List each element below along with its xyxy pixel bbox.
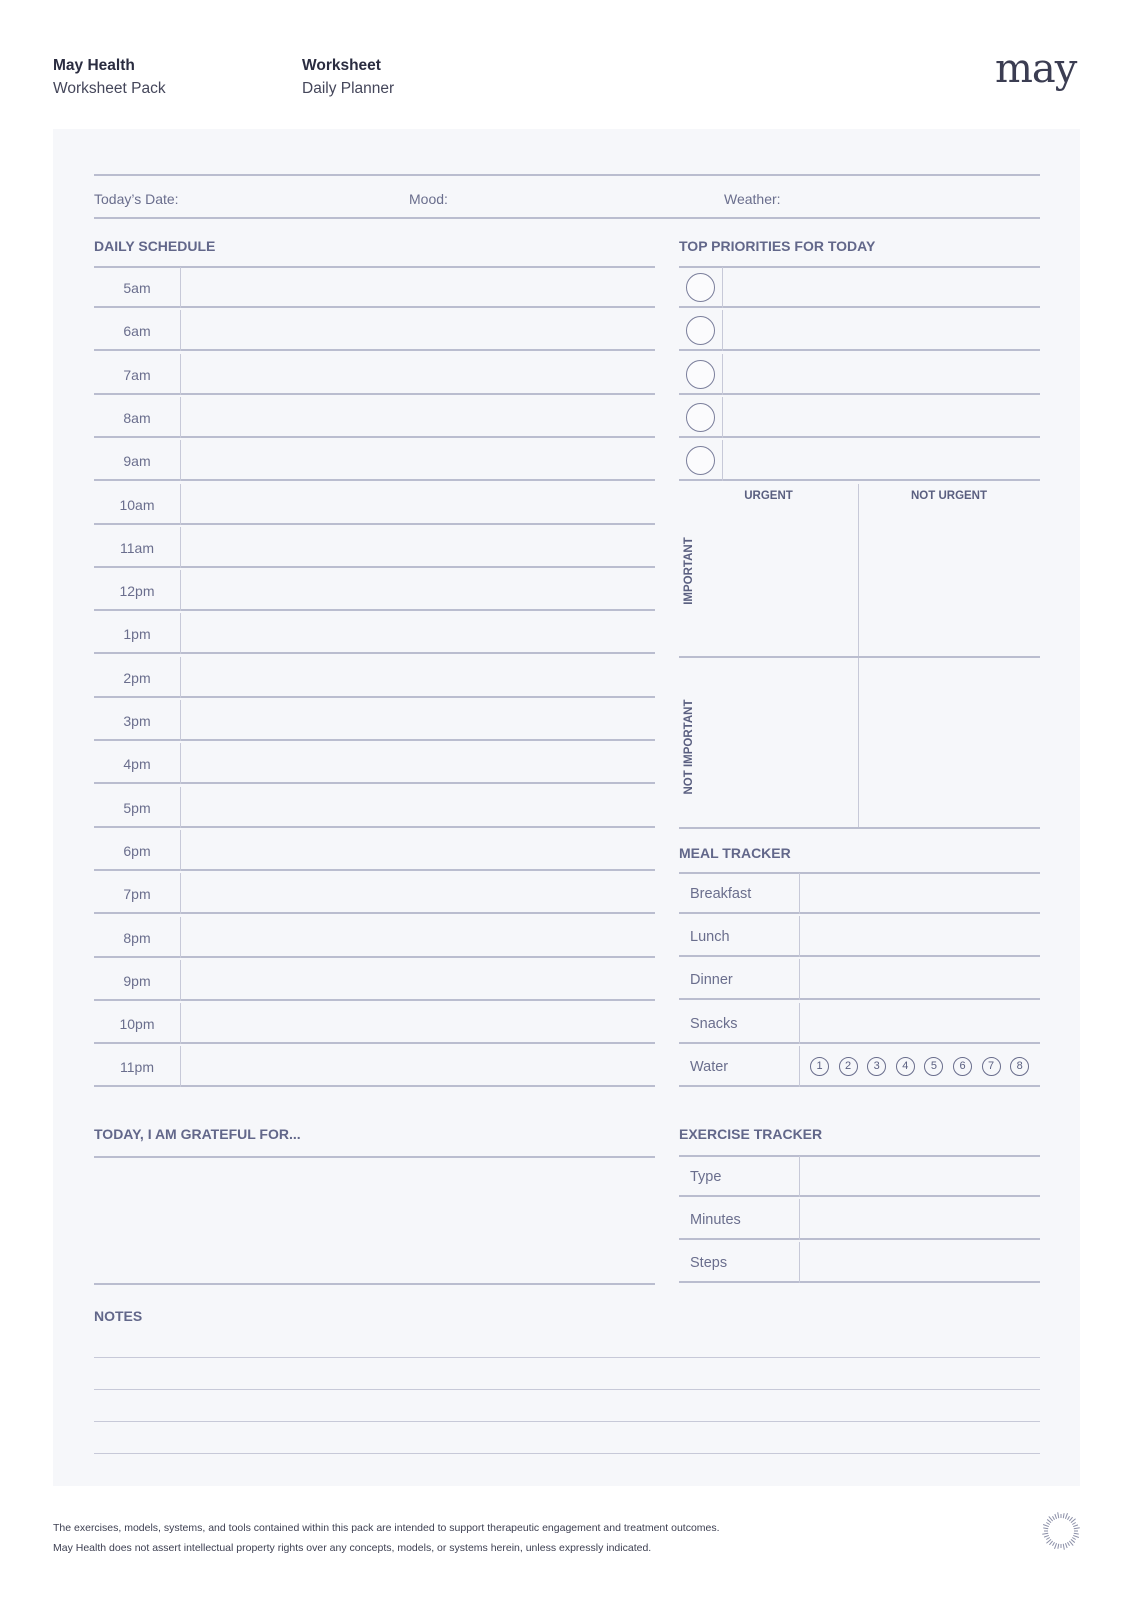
meal-entry-field[interactable]	[679, 959, 1040, 1000]
matrix-bottom-rule	[679, 827, 1040, 829]
water-glass-checkbox[interactable]: 8	[1010, 1057, 1029, 1076]
schedule-row[interactable]	[94, 873, 655, 916]
time-label: 8pm	[94, 917, 181, 958]
exercise-entry-field[interactable]	[679, 1242, 1040, 1283]
schedule-row[interactable]	[94, 700, 655, 743]
time-label: 4pm	[94, 743, 181, 784]
schedule-row[interactable]	[94, 1003, 655, 1046]
fields-rule	[94, 217, 1040, 219]
time-label: 9am	[94, 440, 181, 481]
exercise-tracker-heading: EXERCISE TRACKER	[679, 1126, 823, 1142]
date-label: Today’s Date:	[94, 191, 179, 207]
time-label: 2pm	[94, 657, 181, 698]
priority-field[interactable]	[679, 440, 1040, 481]
schedule-row[interactable]	[94, 917, 655, 960]
time-label: 9pm	[94, 960, 181, 1001]
priority-row[interactable]	[679, 267, 1040, 310]
schedule-row[interactable]	[94, 527, 655, 570]
worksheet-type: Worksheet	[302, 57, 381, 74]
schedule-row[interactable]	[94, 484, 655, 527]
top-rule	[94, 174, 1040, 176]
may-logo: may	[995, 46, 1077, 92]
brand-block	[53, 54, 166, 100]
priority-divider	[722, 310, 723, 351]
mood-label: Mood:	[409, 191, 448, 207]
schedule-row[interactable]	[94, 657, 655, 700]
priority-row[interactable]	[679, 440, 1040, 483]
not-important-label: NOT IMPORTANT	[683, 699, 695, 795]
water-glass-checkbox[interactable]: 7	[982, 1057, 1001, 1076]
schedule-row[interactable]	[94, 1046, 655, 1089]
notes-line[interactable]	[94, 1453, 1040, 1454]
notes-line[interactable]	[94, 1389, 1040, 1390]
meal-row[interactable]	[679, 916, 1040, 959]
weather-label: Weather:	[724, 191, 781, 207]
not-urgent-label: NOT URGENT	[910, 490, 988, 502]
time-label: 10pm	[94, 1003, 181, 1044]
circle-checkbox-icon[interactable]	[686, 446, 715, 475]
water-label: Water	[690, 1058, 729, 1075]
water-row	[679, 1046, 1040, 1089]
schedule-row[interactable]	[94, 743, 655, 786]
exercise-divider	[799, 1156, 800, 1197]
priority-row[interactable]	[679, 354, 1040, 397]
schedule-row[interactable]	[94, 787, 655, 830]
notes-heading: NOTES	[94, 1308, 143, 1324]
priority-field[interactable]	[679, 267, 1040, 308]
meal-label: Snacks	[690, 1015, 738, 1032]
brand-subtitle: Worksheet Pack	[53, 80, 166, 97]
notes-line[interactable]	[94, 1357, 1040, 1358]
time-label: 7am	[94, 354, 181, 395]
water-glass-checkbox[interactable]: 4	[896, 1057, 915, 1076]
footer-disclaimer-1: The exercises, models, systems, and tools contained within this pack are intended to support therapeutic engagement and treatment outcomes.	[53, 1522, 720, 1534]
footer-disclaimer-2: May Health does not assert intellectual property rights over any concepts, models, or systems herein, unless expressly indicated.	[53, 1542, 652, 1554]
circle-checkbox-icon[interactable]	[686, 403, 715, 432]
daily-schedule-heading: DAILY SCHEDULE	[94, 238, 216, 254]
circle-checkbox-icon[interactable]	[686, 273, 715, 302]
exercise-row[interactable]	[679, 1199, 1040, 1242]
meal-divider	[799, 1003, 800, 1044]
meal-label: Breakfast	[690, 886, 752, 902]
time-label: 11am	[94, 527, 181, 568]
time-label: 6pm	[94, 830, 181, 871]
water-divider	[799, 1046, 800, 1087]
time-label: 3pm	[94, 700, 181, 741]
priority-field[interactable]	[679, 310, 1040, 351]
water-glass-checkbox[interactable]: 6	[953, 1057, 972, 1076]
priorities-heading: TOP PRIORITIES FOR TODAY	[679, 238, 876, 254]
meal-label: Lunch	[690, 929, 730, 946]
meal-row[interactable]	[679, 959, 1040, 1002]
priority-divider	[722, 354, 723, 395]
time-label: 12pm	[94, 570, 181, 611]
urgent-label: URGENT	[744, 490, 793, 502]
priority-row[interactable]	[679, 397, 1040, 440]
exercise-row[interactable]	[679, 1242, 1040, 1285]
meal-divider	[799, 916, 800, 957]
priority-field[interactable]	[679, 354, 1040, 395]
important-label: IMPORTANT	[683, 537, 695, 605]
priority-row[interactable]	[679, 310, 1040, 353]
exercise-divider	[799, 1199, 800, 1240]
circle-checkbox-icon[interactable]	[686, 360, 715, 389]
schedule-row[interactable]	[94, 570, 655, 613]
water-glass-checkbox[interactable]: 5	[924, 1057, 943, 1076]
water-glass-checkbox[interactable]: 2	[839, 1057, 858, 1076]
priority-divider	[722, 267, 723, 308]
exercise-divider	[799, 1242, 800, 1283]
gratitude-box[interactable]	[94, 1156, 655, 1285]
water-glass-checkbox[interactable]: 1	[810, 1057, 829, 1076]
schedule-row[interactable]	[94, 310, 655, 353]
time-label: 6am	[94, 310, 181, 351]
meal-divider	[799, 873, 800, 914]
priority-field[interactable]	[679, 397, 1040, 438]
meal-row[interactable]	[679, 873, 1040, 916]
worksheet-block	[302, 54, 394, 100]
schedule-row[interactable]	[94, 354, 655, 397]
exercise-label: Type	[690, 1169, 722, 1185]
time-label: 1pm	[94, 613, 181, 654]
schedule-row[interactable]	[94, 267, 655, 310]
exercise-entry-field[interactable]	[679, 1156, 1040, 1197]
time-label: 11pm	[94, 1046, 181, 1087]
meal-label: Dinner	[690, 972, 733, 989]
schedule-row[interactable]	[94, 613, 655, 656]
time-label: 7pm	[94, 873, 181, 914]
time-label: 5am	[94, 267, 181, 308]
matrix-divider-horizontal	[679, 656, 1040, 658]
priority-divider	[722, 397, 723, 438]
worksheet-title: Daily Planner	[302, 80, 395, 97]
time-label: 8am	[94, 397, 181, 438]
meal-row[interactable]	[679, 1003, 1040, 1046]
sunburst-logo-icon	[1040, 1510, 1082, 1552]
priority-divider	[722, 440, 723, 481]
schedule-row[interactable]	[94, 440, 655, 483]
schedule-row[interactable]	[94, 397, 655, 440]
notes-line[interactable]	[94, 1421, 1040, 1422]
time-label: 5pm	[94, 787, 181, 828]
schedule-row[interactable]	[94, 830, 655, 873]
water-glass-checkbox[interactable]: 3	[867, 1057, 886, 1076]
meal-tracker-heading: MEAL TRACKER	[679, 845, 791, 861]
exercise-label: Minutes	[690, 1212, 741, 1229]
exercise-row[interactable]	[679, 1156, 1040, 1199]
brand-name: May Health	[53, 57, 135, 74]
meal-divider	[799, 959, 800, 1000]
gratitude-heading: TODAY, I AM GRATEFUL FOR...	[94, 1126, 301, 1142]
schedule-row[interactable]	[94, 960, 655, 1003]
meal-entry-field[interactable]	[679, 916, 1040, 957]
exercise-label: Steps	[690, 1255, 728, 1272]
time-label: 10am	[94, 484, 181, 525]
